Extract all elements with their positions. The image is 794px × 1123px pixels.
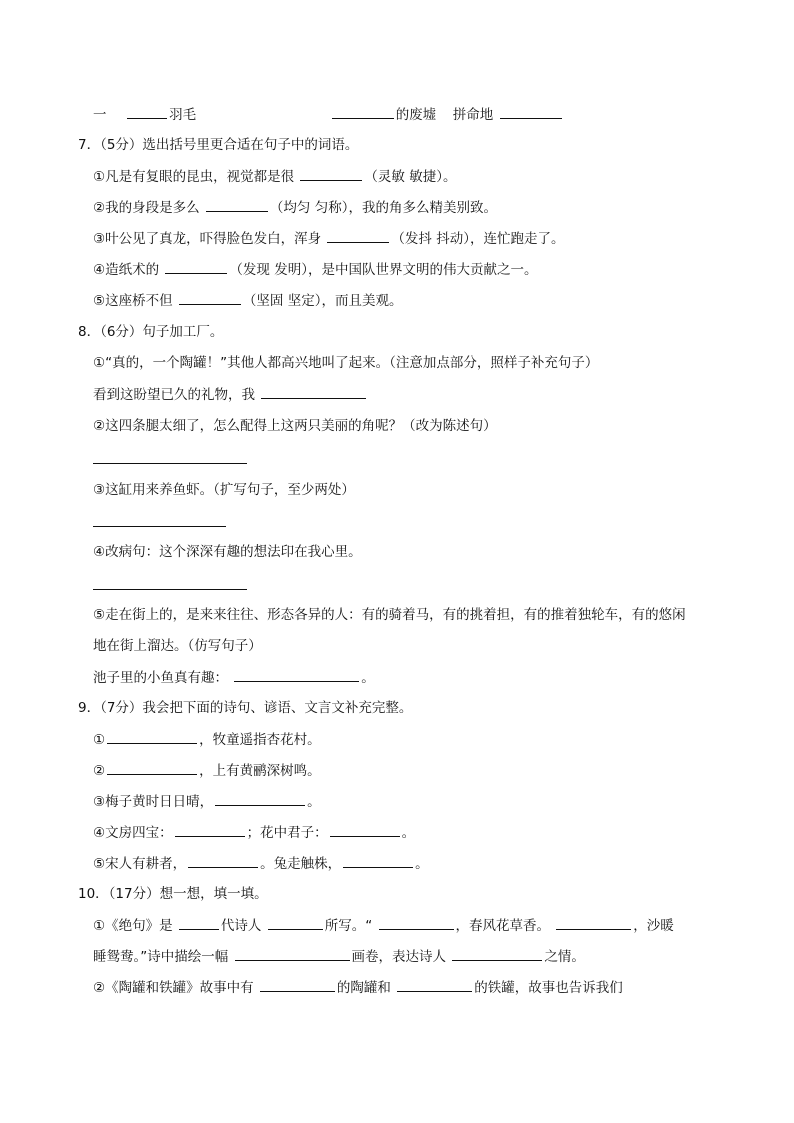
text: 。 (307, 794, 321, 810)
text: ，春风花草香。 (455, 918, 550, 934)
q9-item-3 (93, 791, 321, 812)
q9-item-4 (93, 822, 415, 843)
text: 一 (93, 107, 107, 123)
text: 的铁罐，故事也告诉我们 (474, 980, 623, 996)
text: ① (93, 732, 106, 748)
blank-field[interactable] (300, 166, 362, 181)
text: 。 (401, 825, 416, 841)
q8-item-5a: ⑤走在街上的，是来来往往、形态各异的人：有的骑着马，有的挑着担，有的推着独轮车，有的悠闲 (93, 607, 686, 623)
blank-field[interactable] (343, 853, 413, 868)
q10-item-1b (93, 946, 585, 967)
text: 池子里的小鱼真有趣： (93, 670, 228, 686)
blank-field[interactable] (379, 915, 454, 930)
blank-field[interactable] (107, 760, 197, 775)
text: ③梅子黄时日日晴， (93, 794, 214, 810)
text: ；花中君子： (246, 825, 328, 841)
q7-item-3 (93, 228, 564, 249)
question-7-header: 7．（5分）选出括号里更合适在句子中的词语。 (78, 137, 359, 153)
question-9-header: 9．（7分）我会把下面的诗句、谚语、文言文补充完整。 (78, 700, 413, 716)
text: 的陶罐和 (336, 980, 391, 996)
q9-item-2 (93, 760, 321, 781)
q7-item-4 (93, 259, 537, 280)
answer-line[interactable] (93, 525, 226, 527)
text: 拼命地 (452, 107, 494, 123)
text: 睡鸳鸯。”诗中描绘一幅 (93, 949, 229, 965)
blank-field[interactable] (127, 104, 167, 119)
text: 。 (415, 856, 429, 872)
blank-field[interactable] (452, 946, 542, 961)
question-10-header: 10．（17分）想一想，填一填。 (78, 886, 268, 902)
blank-field[interactable] (179, 915, 219, 930)
text: ③叶公见了真龙，吓得脸色发白，浑身 (93, 231, 322, 247)
blank-field[interactable] (556, 915, 631, 930)
text: （灵敏 敏捷）。 (364, 169, 457, 185)
answer-line[interactable] (93, 588, 247, 590)
text: ②《陶罐和铁罐》故事中有 (93, 980, 254, 996)
text: 之情。 (544, 949, 585, 965)
blank-field[interactable] (234, 667, 359, 682)
text: ，牧童遥指杏花村。 (199, 732, 321, 748)
blank-field[interactable] (179, 290, 241, 305)
blank-field[interactable] (175, 822, 245, 837)
blank-field[interactable] (165, 259, 227, 274)
text: 看到这盼望已久的礼物，我 (93, 387, 255, 403)
text: 。兔走触株， (260, 856, 342, 872)
text: ④文房四宝： (93, 825, 173, 841)
text: ⑤这座桥不但 (93, 293, 173, 309)
blank-field[interactable] (235, 946, 350, 961)
q9-item-5 (93, 853, 429, 874)
text: 的废墟 (395, 107, 437, 123)
text: （发抖 抖动），连忙跑走了。 (391, 231, 565, 247)
text: 所写。“ (324, 918, 373, 934)
blank-field[interactable] (332, 104, 394, 119)
q7-item-1 (93, 166, 456, 187)
text: ④造纸术的 (93, 262, 160, 278)
text: ①凡是有复眼的昆虫，视觉都是很 (93, 169, 295, 185)
text: ①《绝句》是 (93, 918, 173, 934)
q8-item-1-answer (93, 384, 368, 405)
q7-item-5 (93, 290, 402, 311)
word-fill-line (93, 104, 564, 125)
text: （发现 发明），是中国队世界文明的伟大贡献之一。 (229, 262, 538, 278)
text: 羽毛 (169, 107, 197, 123)
text: ② (93, 763, 106, 779)
q8-item-1: ①“真的，一个陶罐！”其他人都高兴地叫了起来。（注意加点部分，照样子补充句子） (93, 355, 599, 371)
text: （均匀 匀称），我的角多么精美别致。 (269, 200, 497, 216)
q8-item-5c (93, 667, 375, 688)
question-8-header: 8．（6分）句子加工厂。 (78, 324, 224, 340)
q8-item-3: ③这缸用来养鱼虾。（扩写句子，至少两处） (93, 482, 355, 498)
q10-item-1a (93, 915, 674, 936)
text: 。 (361, 670, 375, 686)
blank-field[interactable] (500, 104, 562, 119)
blank-field[interactable] (188, 853, 258, 868)
text: 画卷，表达诗人 (351, 949, 447, 965)
text: 代诗人 (220, 918, 262, 934)
blank-field[interactable] (261, 384, 366, 399)
blank-field[interactable] (397, 977, 472, 992)
q8-item-4: ④改病句：这个深深有趣的想法印在我心里。 (93, 544, 362, 560)
q8-item-5b: 地在街上溜达。（仿写句子） (93, 638, 262, 654)
q8-item-2: ②这四条腿太细了，怎么配得上这两只美丽的角呢？（改为陈述句） (93, 418, 497, 434)
text: （坚固 坚定），而且美观。 (242, 293, 403, 309)
blank-field[interactable] (268, 915, 323, 930)
text: ②我的身段是多么 (93, 200, 200, 216)
blank-field[interactable] (327, 228, 389, 243)
blank-field[interactable] (206, 197, 268, 212)
text: ，上有黄鹂深树鸣。 (199, 763, 321, 779)
q10-item-2 (93, 977, 623, 998)
blank-field[interactable] (260, 977, 335, 992)
blank-field[interactable] (215, 791, 305, 806)
blank-field[interactable] (330, 822, 400, 837)
blank-field[interactable] (107, 729, 197, 744)
q7-item-2 (93, 197, 497, 218)
answer-line[interactable] (93, 462, 247, 464)
text: ，沙暖 (633, 918, 674, 934)
text: ⑤宋人有耕者， (93, 856, 187, 872)
q9-item-1 (93, 729, 321, 750)
